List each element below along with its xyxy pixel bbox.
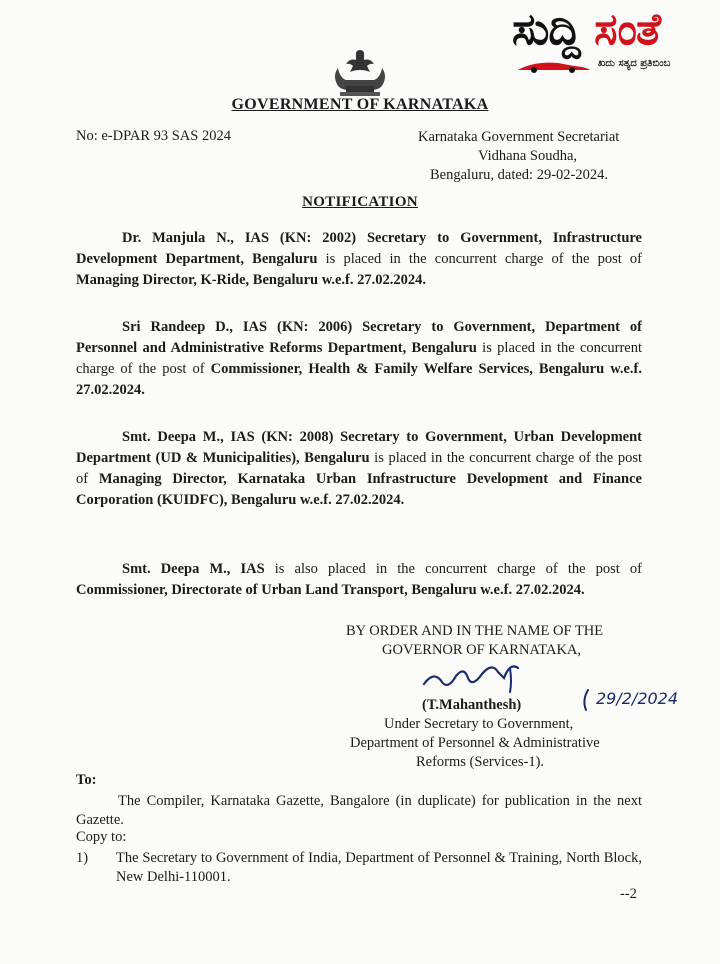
assigned-post: Commissioner, Health & Family Welfare Services, Bengaluru w.e.f. 27.02.2024.	[76, 361, 642, 398]
address-line-1: Karnataka Government Secretariat	[418, 129, 620, 145]
address-line-3: Bengaluru, dated: 29-02-2024.	[430, 167, 608, 183]
copy-to-label: Copy to:	[76, 829, 127, 845]
page-marker: --2	[620, 886, 637, 902]
order-paragraph	[76, 317, 642, 401]
address-line-2: Vidhana Soudha,	[478, 148, 578, 164]
order-paragraph	[76, 427, 642, 511]
government-heading: GOVERNMENT OF KARNATAKA	[231, 96, 489, 113]
to-recipient	[76, 792, 642, 830]
order-paragraph	[76, 228, 642, 291]
signatory-section: Reforms (Services-1).	[416, 754, 545, 770]
handwritten-date: 29/2/2024	[596, 689, 679, 708]
officer-designation: Dr. Manjula N., IAS (KN: 2002) Secretary to Government, Infrastructure Development Department, Bengaluru	[76, 230, 642, 267]
brand-tagline: ಖದು ಸತ್ಯದ ಪ್ರತಿಬಿಂಬ	[598, 58, 671, 69]
officer-designation: Smt. Deepa M., IAS	[122, 561, 265, 577]
to-recipient-text: The Compiler, Karnataka Gazette, Bangalore (in duplicate) for publication in the next Gazette.	[76, 793, 642, 828]
list-item-number: 1)	[76, 850, 89, 866]
notification-title: NOTIFICATION	[302, 194, 418, 210]
order-line-1: BY ORDER AND IN THE NAME OF THE	[346, 623, 604, 639]
brand-logo	[512, 4, 716, 78]
car-icon	[514, 58, 592, 74]
state-emblem-icon	[326, 46, 394, 98]
brand-title	[512, 4, 660, 56]
officer-designation: Smt. Deepa M., IAS (KN: 2008) Secretary to Government, Urban Development Department (UD & Municipalities), Bengaluru	[76, 429, 642, 466]
officer-designation: Sri Randeep D., IAS (KN: 2006) Secretary to Government, Department of Personnel and Administrative Reforms Department, Bengaluru	[76, 319, 642, 356]
order-paragraph	[76, 559, 642, 601]
brand-title-red: ಸಂತೆ	[594, 4, 661, 55]
signatory-department: Department of Personnel & Administrative	[350, 735, 600, 751]
list-item	[76, 849, 642, 887]
signatory-designation: Under Secretary to Government,	[384, 716, 574, 732]
list-item-text: The Secretary to Government of India, Department of Personnel & Training, North Block, New Delhi-110001.	[116, 850, 642, 885]
brand-title-black: ಸುದ್ದಿ	[512, 4, 580, 55]
assigned-post: Managing Director, K-Ride, Bengaluru w.e.f. 27.02.2024.	[76, 272, 427, 288]
order-line-2: GOVERNOR OF KARNATAKA,	[382, 642, 582, 658]
paragraph-text: is placed in the concurrent charge of the post of	[317, 251, 642, 267]
paragraph-text: is placed in the concurrent charge of the post of	[76, 450, 642, 487]
to-label: To:	[76, 772, 97, 788]
assigned-post: Commissioner, Directorate of Urban Land Transport, Bengaluru w.e.f. 27.02.2024.	[76, 582, 585, 598]
paragraph-text: is placed in the concurrent charge of the post of	[76, 340, 642, 377]
signatory-name: (T.Mahanthesh)	[422, 697, 522, 713]
paragraph-text: is also placed in the concurrent charge of the post of	[264, 561, 642, 577]
reference-number: No: e-DPAR 93 SAS 2024	[76, 128, 231, 144]
assigned-post: Managing Director, Karnataka Urban Infrastructure Development and Finance Corporation (KUIDFC), Bengaluru w.e.f. 27.02.2024.	[76, 471, 642, 508]
